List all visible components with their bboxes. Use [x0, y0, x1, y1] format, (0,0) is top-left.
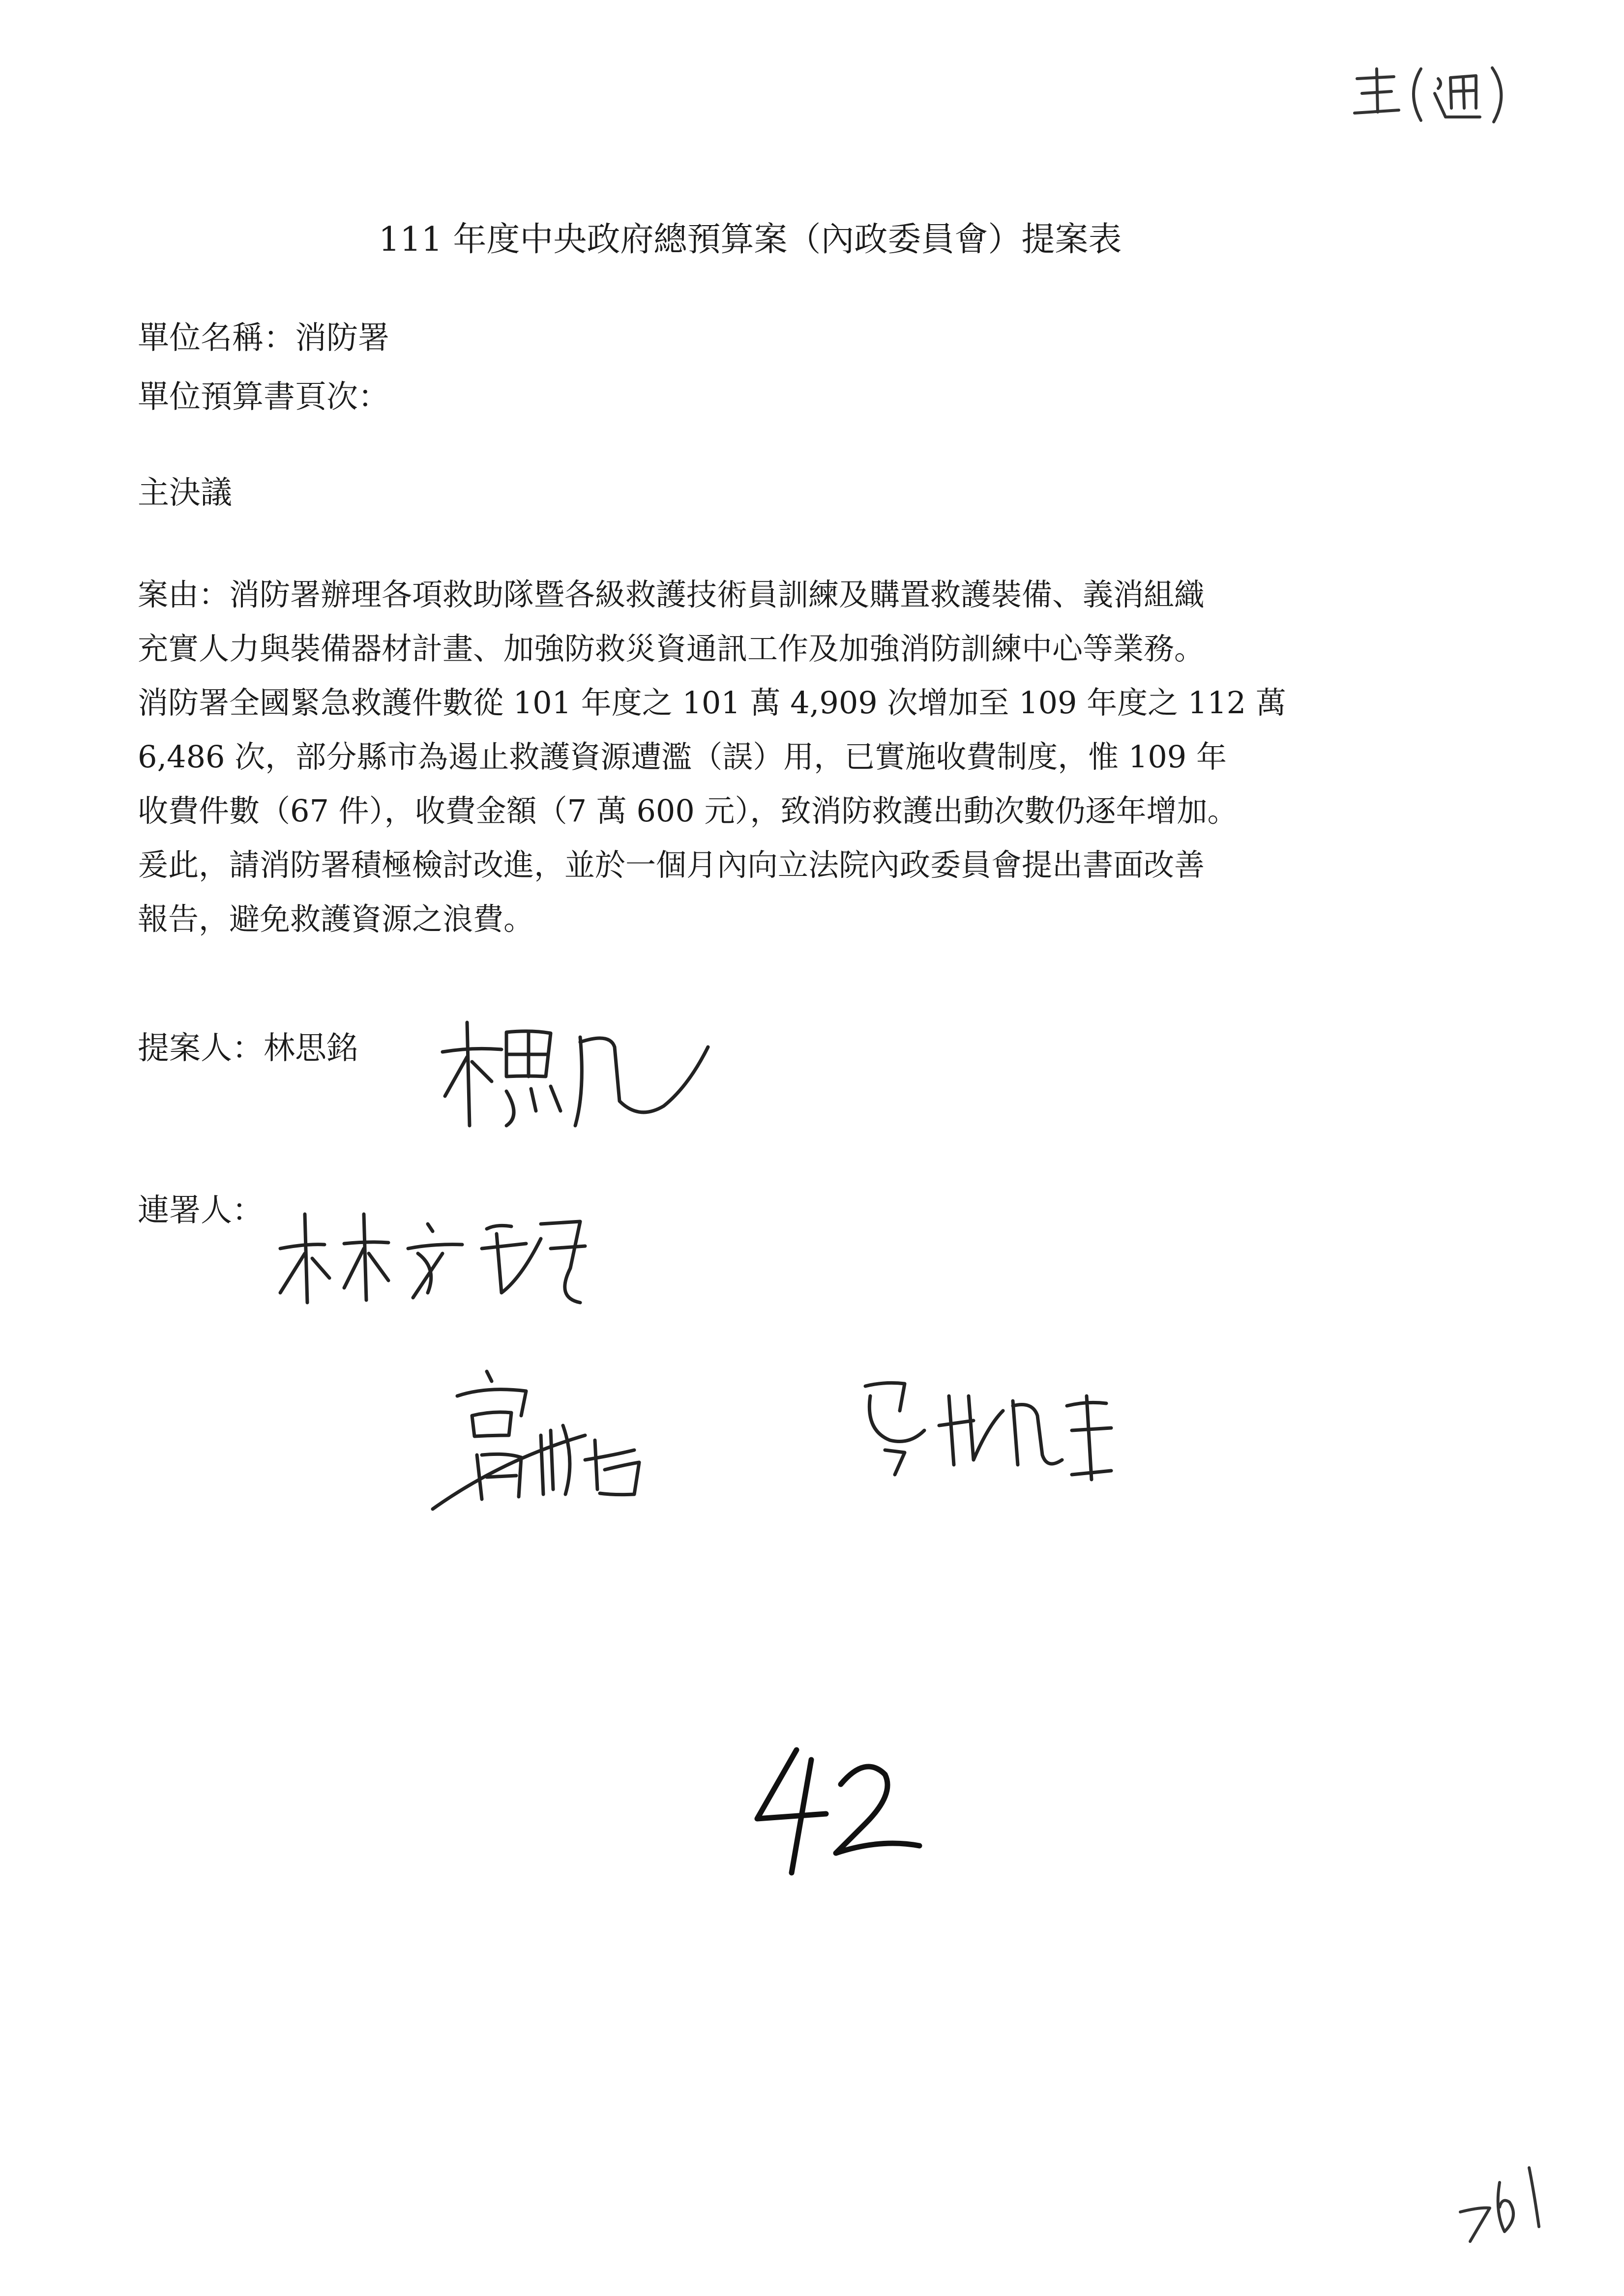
- case-line: 收費件數（67 件），收費金額（7 萬 600 元），致消防救護出動次數仍逐年增加。: [138, 793, 1238, 829]
- case-line: 充實人力與裝備器材計畫、加強防救災資通訊工作及加強消防訓練中心等業務。: [138, 631, 1205, 667]
- cosigner-signature: [428, 1362, 723, 1519]
- unit-name-field: 單位名稱：消防署: [138, 320, 389, 356]
- cosigner-signature: [856, 1366, 1131, 1494]
- case-line: 6,486 次，部分縣市為遏止救護資源遭濫（誤）用，已實施收費制度，惟 109 年: [138, 739, 1227, 775]
- case-line: 案由：消防署辦理各項救助隊暨各級救護技術員訓練及購置救護裝備、義消組織: [138, 577, 1205, 612]
- page-title: 111 年度中央政府總預算案（內政委員會）提案表: [379, 220, 1122, 259]
- case-line: 爰此，請消防署積極檢討改進，並於一個月內向立法院內政委員會提出書面改善: [138, 847, 1205, 883]
- case-line: 消防署全國緊急救護件數從 101 年度之 101 萬 4,909 次增加至 109 年度之 112 萬: [138, 685, 1286, 721]
- case-line: 報告，避免救護資源之浪費。: [138, 901, 534, 937]
- resolution-type: 主決議: [138, 475, 232, 511]
- cosigner-label: 連署人：: [138, 1192, 264, 1229]
- page-number-handwritten: [738, 1740, 944, 1888]
- proposer-signature: [433, 1003, 747, 1140]
- corner-note-handwriting: [1347, 59, 1514, 128]
- proposer-label: 提案人：林思銘: [138, 1030, 358, 1067]
- unit-budget-page-field: 單位預算書頁次：: [138, 379, 389, 415]
- case-description: [138, 568, 1495, 946]
- corner-mark-bottom: [1450, 2153, 1559, 2251]
- cosigner-signature: [266, 1194, 620, 1312]
